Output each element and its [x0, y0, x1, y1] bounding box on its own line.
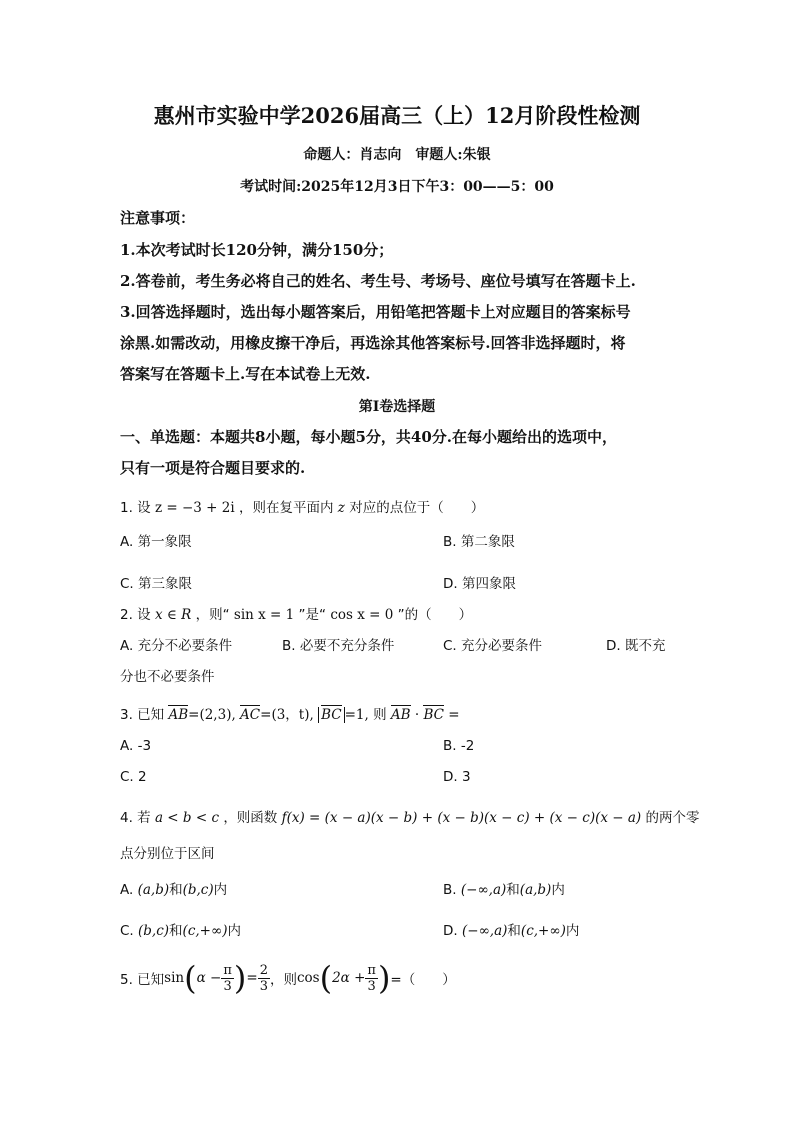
- q4-c-suffix: 内: [227, 923, 241, 939]
- q5-fraction-pi-over-3-b: [365, 963, 378, 994]
- q3-prefix: 3. 已知: [120, 707, 165, 723]
- q2-option-b: B. 必要不充分条件: [282, 638, 395, 654]
- notes-heading: 注意事项：: [120, 209, 196, 227]
- exam-time: 考试时间:2025年12月3日下午3：00——5：00: [240, 179, 554, 195]
- q3-ac-value: =(3，t),: [260, 707, 314, 723]
- q1-suffix: 对应的点位于（ ）: [349, 500, 485, 516]
- q5-middle: ，则: [269, 972, 297, 988]
- q3-dot: ·: [414, 707, 420, 723]
- exam-title: 惠州市实验中学2026届高三（上）12月阶段性检测: [153, 103, 641, 128]
- q3-vector-ab-2: AB: [390, 707, 411, 723]
- q4-option-a: [120, 878, 227, 898]
- q2-option-c: C. 充分必要条件: [443, 638, 543, 654]
- q2-suffix: ”的（ ）: [397, 607, 473, 623]
- q5-arg-1: α −: [196, 970, 222, 986]
- note-3-line-1: 3.回答选择题时，选出每小题答案后，用铅笔把答题卡上对应题目的答案标号: [120, 303, 631, 321]
- note-2: 2.答卷前，考生务必将自己的姓名、考生号、考场号、座位号填写在答题卡上.: [120, 272, 636, 290]
- q3-ab-value: =(2,3),: [188, 707, 236, 723]
- q3-vector-bc-2: BC: [423, 707, 444, 723]
- section-title: 第I卷选择题: [358, 399, 436, 415]
- q4-condition: a < b < c: [154, 810, 220, 826]
- q4-c-label: C.: [120, 923, 134, 939]
- question-5-stem: [120, 956, 456, 1000]
- q1-option-b: B. 第二象限: [443, 534, 515, 550]
- note-3-line-3: 答案写在答题卡上.写在本试卷上无效.: [120, 365, 371, 383]
- q4-c-interval-1: (b,c): [138, 923, 170, 939]
- q3-vector-bc: BC: [321, 707, 342, 723]
- q1-prefix: 1. 设: [120, 500, 151, 516]
- q3-magnitude-bc: [318, 707, 345, 723]
- q5-right-paren-2: ): [377, 959, 391, 997]
- q4-option-c: [120, 919, 241, 939]
- q3-bc-value: =1, 则: [344, 707, 387, 723]
- q5-prefix: 5. 已知: [120, 972, 165, 988]
- question-1-stem: [120, 496, 484, 516]
- q4-b-and: 和: [506, 882, 520, 898]
- q4-stem-continued: 点分别位于区间: [120, 846, 215, 862]
- q3-vector-ab: AB: [168, 707, 189, 723]
- q5-equals: =: [246, 970, 258, 986]
- q2-condition: x ∈ R: [154, 607, 192, 623]
- q4-a-suffix: 内: [213, 882, 228, 898]
- q4-b-label: B.: [443, 882, 457, 898]
- q3-option-d: D. 3: [443, 769, 471, 785]
- q2-statement-1: sin x = 1: [233, 607, 295, 623]
- question-4-stem: [120, 806, 699, 826]
- q2-option-d-continued: 分也不必要条件: [120, 669, 215, 685]
- q3-option-a: A. -3: [120, 738, 152, 754]
- exam-authors: 命题人：肖志向 审题人:朱银: [303, 147, 491, 163]
- q1-middle: ，则在复平面内: [238, 500, 334, 516]
- q5-frac3-num: π: [367, 962, 376, 978]
- q4-d-interval-2: (c,+∞): [520, 923, 566, 939]
- q4-a-interval-2: (b,c): [182, 882, 214, 898]
- q4-b-interval-2: (a,b): [519, 882, 552, 898]
- q2-statement-2: cos x = 0: [330, 607, 394, 623]
- q4-a-and: 和: [169, 882, 183, 898]
- question-3-stem: [120, 703, 460, 723]
- q4-a-interval-1: (a,b): [137, 882, 170, 898]
- q4-option-d: [443, 919, 579, 939]
- q4-prefix: 4. 若: [120, 810, 151, 826]
- q1-variable: z: [337, 500, 345, 516]
- q5-fraction-pi-over-3: [221, 963, 234, 994]
- q5-sin: sin: [164, 970, 185, 986]
- q1-expression: z = −3 + 2i: [154, 500, 235, 516]
- q5-right-paren-1: ): [233, 959, 247, 997]
- q4-b-interval-1: (−∞,a): [460, 882, 507, 898]
- q2-prefix: 2. 设: [120, 607, 151, 623]
- q4-a-label: A.: [120, 882, 134, 898]
- q2-middle-2: ”是“: [298, 607, 327, 623]
- q4-c-interval-2: (c,+∞): [182, 923, 228, 939]
- q1-option-c: C. 第三象限: [120, 576, 193, 592]
- q2-option-d: D. 既不充: [606, 638, 666, 654]
- question-2-stem: [120, 603, 472, 623]
- q1-option-a: A. 第一象限: [120, 534, 192, 550]
- q2-option-a: A. 充分不必要条件: [120, 638, 233, 654]
- q5-suffix: =（ ）: [390, 972, 456, 988]
- q3-option-b: B. -2: [443, 738, 475, 754]
- q5-frac3-den: 3: [367, 978, 376, 994]
- q5-frac-num: π: [223, 962, 232, 978]
- q4-d-suffix: 内: [565, 923, 580, 939]
- q3-equals: =: [448, 707, 460, 723]
- section-intro-line-2: 只有一项是符合题目要求的.: [120, 459, 306, 477]
- note-1: 1.本次考试时长120分钟，满分150分；: [120, 241, 394, 259]
- q5-frac-den: 3: [223, 978, 232, 994]
- q5-arg-2: 2α +: [332, 970, 366, 986]
- q5-cos: cos: [296, 970, 320, 986]
- q5-left-paren-2: (: [319, 959, 333, 997]
- q2-middle-1: ，则“: [195, 607, 230, 623]
- q3-vector-ac: AC: [240, 707, 261, 723]
- section-intro-line-1: 一、单选题：本题共8小题，每小题5分，共40分.在每小题给出的选项中，: [120, 428, 617, 446]
- q4-middle: ，则函数: [223, 810, 278, 826]
- q4-d-interval-1: (−∞,a): [461, 923, 508, 939]
- q5-frac2-den: 3: [259, 978, 268, 994]
- q4-d-and: 和: [507, 923, 521, 939]
- q4-function: f(x) = (x − a)(x − b) + (x − b)(x − c) + (x − c)(x − a): [281, 810, 642, 826]
- q4-option-b: [443, 878, 565, 898]
- q4-c-and: 和: [169, 923, 183, 939]
- q3-option-c: C. 2: [120, 769, 147, 785]
- note-3-line-2: 涂黑.如需改动，用橡皮擦干净后，再选涂其他答案标号.回答非选择题时，将: [120, 334, 626, 352]
- q1-option-d: D. 第四象限: [443, 576, 516, 592]
- q5-left-paren-1: (: [184, 959, 197, 997]
- q5-frac2-num: 2: [259, 962, 268, 978]
- q5-fraction-2-over-3: [258, 963, 270, 994]
- q4-d-label: D.: [443, 923, 458, 939]
- q4-suffix: 的两个零: [645, 810, 700, 826]
- q4-b-suffix: 内: [551, 882, 565, 898]
